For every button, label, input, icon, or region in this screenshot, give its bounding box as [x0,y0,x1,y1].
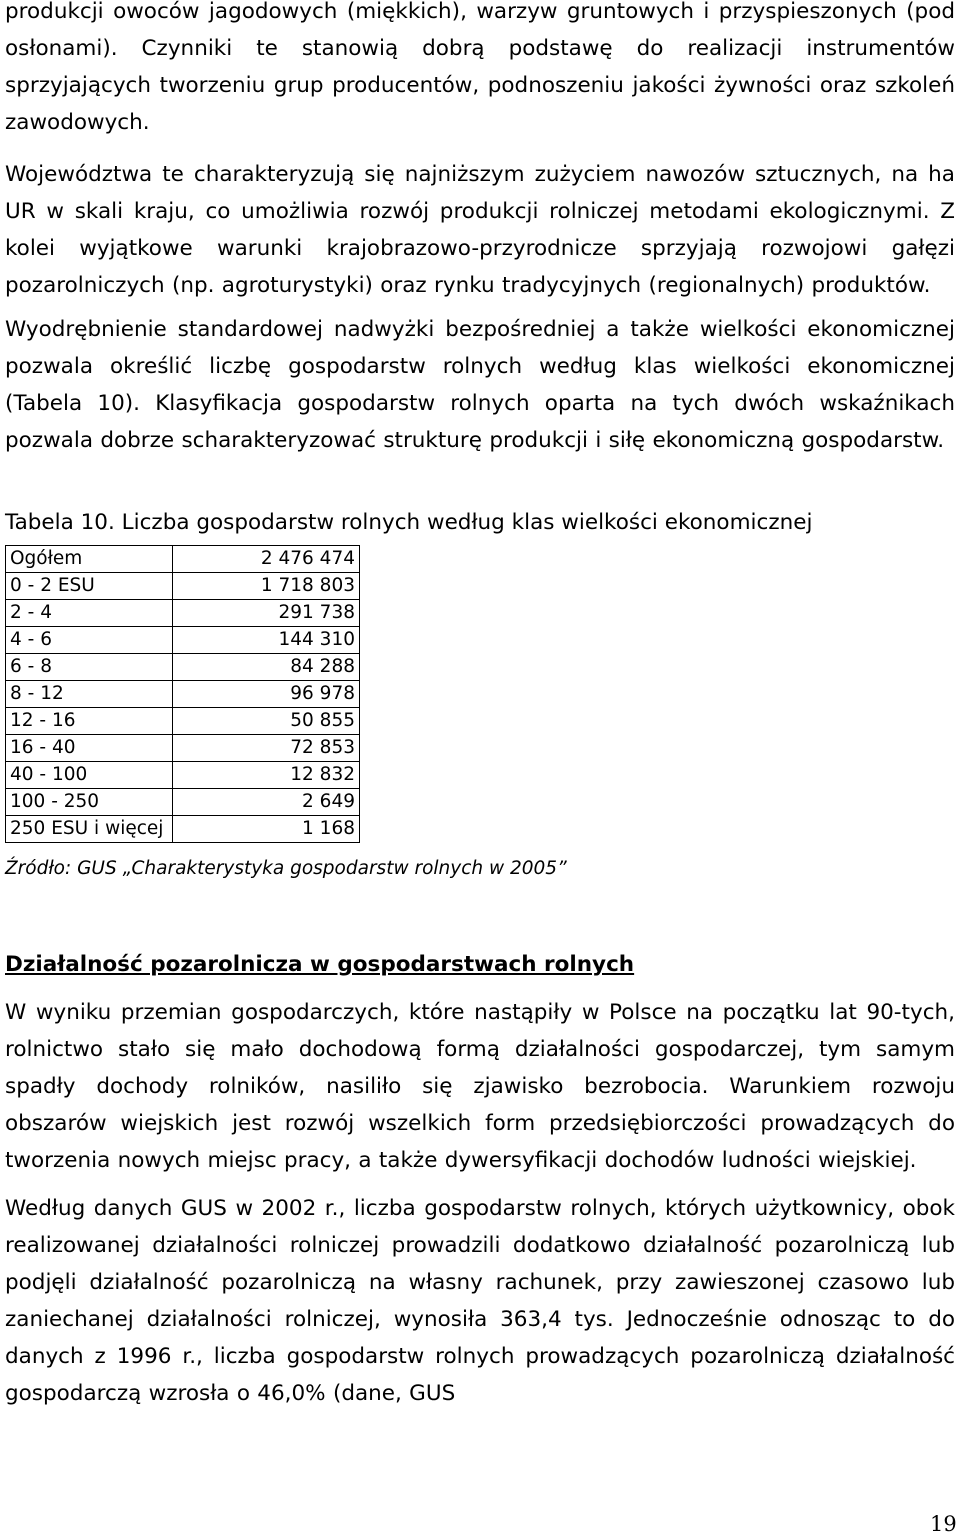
row-label: 8 - 12 [6,681,173,708]
paragraph-1: produkcji owoców jagodowych (miękkich), warzyw gruntowych i przyspieszonych (pod osłonami). Czynniki te stanowią dobrą podstawę do realizacji instrumentów sprzyjających tworzeniu grup producentów, podnoszeniu jakości żywności oraz szkoleń zawodowych. [5,0,955,135]
table-row [6,762,360,789]
row-value: 2 476 474 [173,546,360,573]
row-value: 84 288 [173,654,360,681]
row-label: 40 - 100 [6,762,173,789]
paragraph-4: W wyniku przemian gospodarczych, które nastąpiły w Polsce na początku lat 90-tych, rolnictwo stało się mało dochodową formą działalności gospodarczej, tym samym spadły dochody rolników, nasiliło się zjawisko bezrobocia. Warunkiem rozwoju obszarów wiejskich jest rozwój wszelkich form przedsiębiorczości prowadzących do tworzenia nowych miejsc pracy, a także dywersyfikacji dochodów ludności wiejskiej. [5,1000,955,1173]
table-row [6,600,360,627]
row-value: 144 310 [173,627,360,654]
row-value: 50 855 [173,708,360,735]
farms-by-economic-size-table [5,545,360,843]
row-label: Ogółem [6,546,173,573]
row-value: 2 649 [173,789,360,816]
row-label: 6 - 8 [6,654,173,681]
table-row [6,654,360,681]
table-row [6,816,360,843]
row-value: 96 978 [173,681,360,708]
row-label: 100 - 250 [6,789,173,816]
section-heading: Działalność pozarolnicza w gospodarstwach rolnych [5,952,635,977]
row-label: 250 ESU i więcej [6,816,173,843]
table-row [6,546,360,573]
row-value: 291 738 [173,600,360,627]
table-row [6,708,360,735]
row-value: 1 168 [173,816,360,843]
table-caption: Tabela 10. Liczba gospodarstw rolnych według klas wielkości ekonomicznej [5,510,813,535]
table-row [6,627,360,654]
table-row [6,789,360,816]
row-label: 12 - 16 [6,708,173,735]
table-row [6,735,360,762]
table-row [6,681,360,708]
table-row [6,573,360,600]
paragraph-5: Według danych GUS w 2002 r., liczba gospodarstw rolnych, których użytkownicy, obok realizowanej działalności rolniczej prowadzili dodatkowo działalność pozarolniczą lub podjęli działalność pozarolniczą na własny rachunek, przy zawieszonej czasowo lub zaniechanej działalności rolniczej, wynosiła 363,4 tys. Jednocześnie odnosząc to do danych z 1996 r., liczba gospodarstw rolnych prowadzących pozarolniczą działalność gospodarczą wzrosła o 46,0% (dane, GUS [5,1196,955,1406]
table-source: Źródło: GUS „Charakterystyka gospodarstw rolnych w 2005” [5,858,567,879]
row-label: 0 - 2 ESU [6,573,173,600]
row-label: 4 - 6 [6,627,173,654]
paragraph-3: Wyodrębnienie standardowej nadwyżki bezpośredniej a także wielkości ekonomicznej pozwala określić liczbę gospodarstw rolnych według klas wielkości ekonomicznej (Tabela 10). Klasyfikacja gospodarstw rolnych oparta na tych dwóch wskaźnikach pozwala dobrze scharakteryzować strukturę produkcji i siłę ekonomiczną gospodarstw. [5,317,955,453]
paragraph-2: Województwa te charakteryzują się najniższym zużyciem nawozów sztucznych, na ha UR w skali kraju, co umożliwia rozwój produkcji rolniczej metodami ekologicznymi. Z kolei wyjątkowe warunki krajobrazowo-przyrodnicze sprzyjają rozwojowi gałęzi pozarolniczych (np. agroturystyki) oraz rynku tradycyjnych (regionalnych) produktów. [5,162,955,298]
row-value: 12 832 [173,762,360,789]
row-label: 16 - 40 [6,735,173,762]
row-label: 2 - 4 [6,600,173,627]
page-number: 19 [930,1512,957,1536]
row-value: 72 853 [173,735,360,762]
row-value: 1 718 803 [173,573,360,600]
